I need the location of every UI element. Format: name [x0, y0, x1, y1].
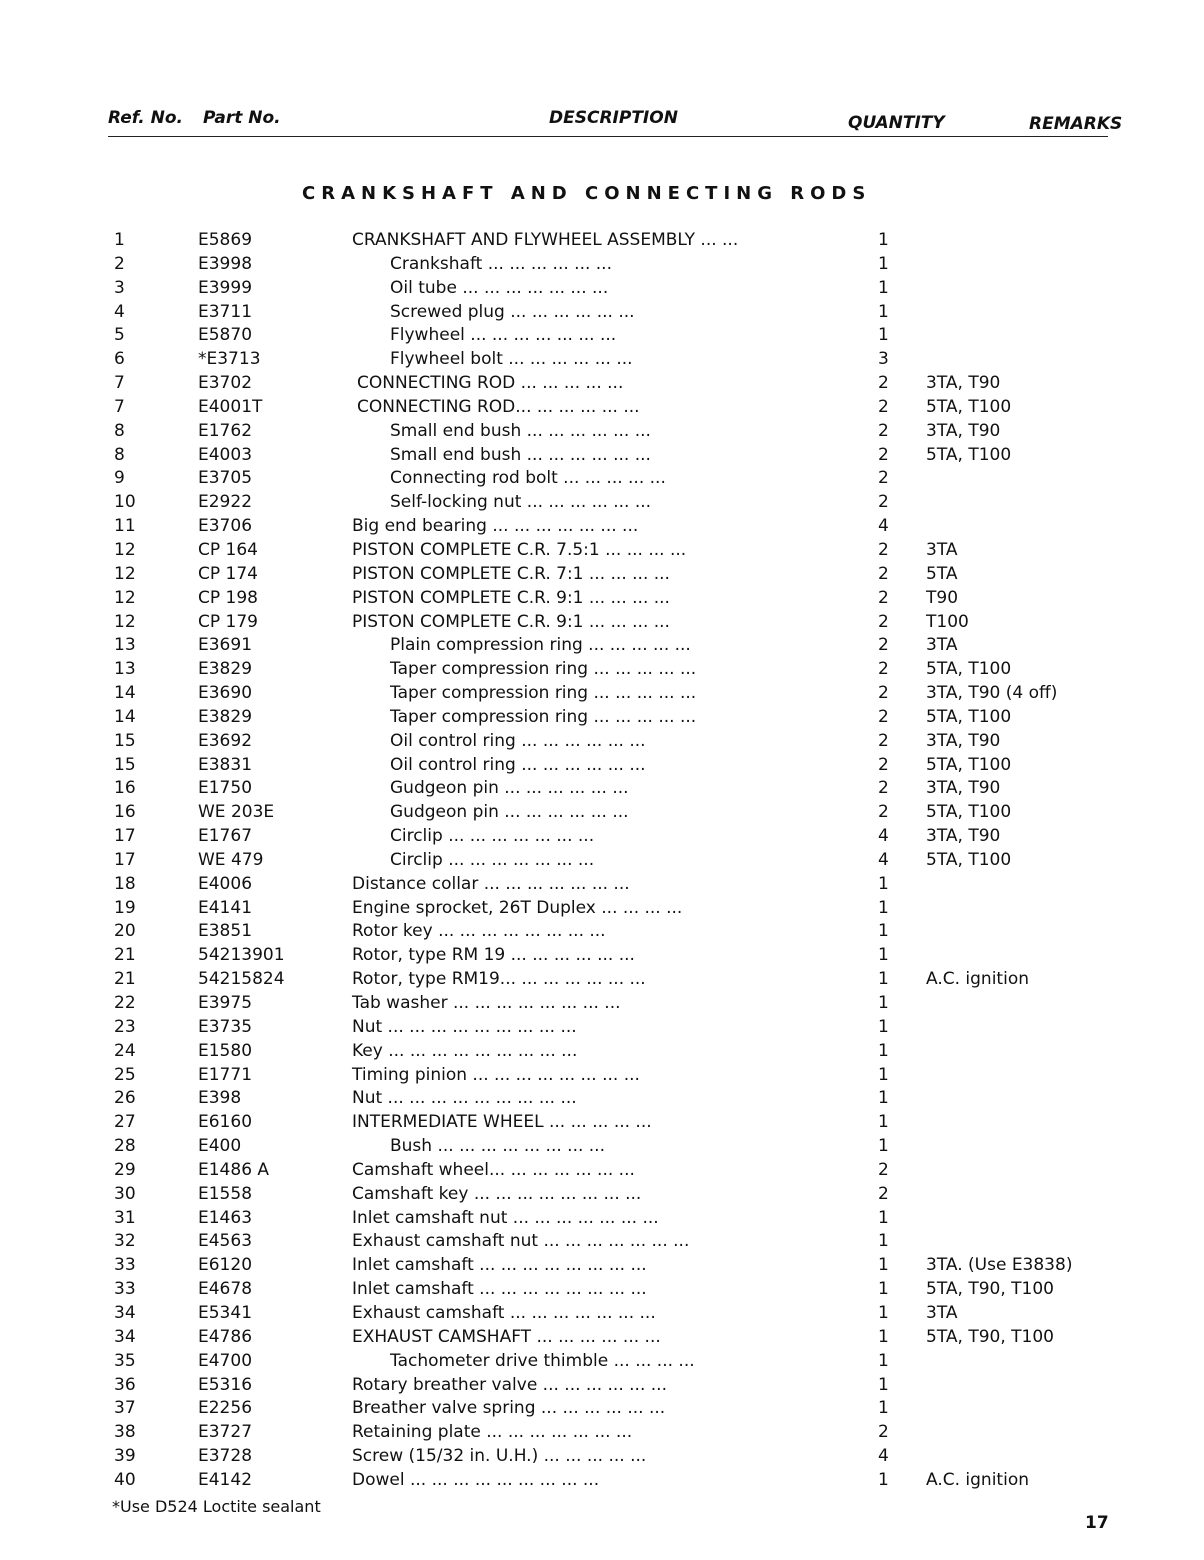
part-number: E1558	[198, 1183, 253, 1204]
part-number: E3706	[198, 516, 253, 537]
part-number: E2922	[198, 492, 253, 513]
table-row	[0, 1469, 1204, 1493]
ref-number: 13	[114, 659, 136, 680]
part-number: E1771	[198, 1064, 253, 1085]
quantity: 1	[878, 301, 889, 322]
remarks: 3TA	[926, 635, 958, 656]
quantity: 1	[878, 1136, 889, 1157]
ref-number: 36	[114, 1374, 136, 1395]
ref-number: 34	[114, 1302, 136, 1323]
remarks: T100	[926, 611, 969, 632]
ref-number: 1	[114, 230, 125, 250]
quantity: 2	[878, 730, 889, 751]
table-row	[0, 777, 1204, 801]
table-row	[0, 1183, 1204, 1207]
ref-number: 32	[114, 1231, 136, 1252]
ref-number: 10	[114, 492, 136, 513]
ref-number: 33	[114, 1279, 136, 1300]
ref-number: 16	[114, 778, 136, 799]
table-row	[0, 420, 1204, 444]
description: Gudgeon pin ... ... ... ... ... ...	[390, 802, 629, 823]
remarks: A.C. ignition	[926, 1469, 1029, 1490]
remarks: 5TA, T100	[926, 706, 1012, 727]
table-row	[0, 1135, 1204, 1159]
description: Inlet camshaft nut ... ... ... ... ... ... ...	[352, 1207, 659, 1228]
part-number: E4563	[198, 1231, 253, 1252]
description: PISTON COMPLETE C.R. 9:1 ... ... ... ...	[352, 587, 670, 608]
part-number: *E3713	[198, 349, 261, 370]
quantity: 1	[878, 1064, 889, 1085]
ref-number: 7	[114, 396, 125, 417]
ref-number: 31	[114, 1207, 136, 1228]
quantity: 4	[878, 1446, 889, 1467]
quantity: 1	[878, 1231, 889, 1252]
ref-number: 4	[114, 301, 125, 322]
part-number: E4003	[198, 444, 253, 465]
part-number: E4142	[198, 1469, 253, 1490]
description: Retaining plate ... ... ... ... ... ... ...	[352, 1422, 633, 1443]
column-header-remarks: REMARKS	[1029, 114, 1123, 134]
part-number: E3999	[198, 277, 253, 298]
table-row	[0, 539, 1204, 563]
table-row	[0, 1064, 1204, 1088]
table-row	[0, 634, 1204, 658]
quantity: 2	[878, 468, 889, 489]
ref-number: 14	[114, 683, 136, 704]
description: Tab washer ... ... ... ... ... ... ... ...	[352, 993, 621, 1013]
ref-number: 17	[114, 849, 136, 870]
quantity: 2	[878, 396, 889, 417]
description: Camshaft wheel... ... ... ... ... ... ...	[352, 1159, 635, 1180]
quantity: 2	[878, 1183, 889, 1204]
part-number: E3691	[198, 635, 253, 656]
description: Oil control ring ... ... ... ... ... ...	[390, 730, 646, 751]
table-row	[0, 348, 1204, 372]
table-row	[0, 873, 1204, 897]
quantity: 1	[878, 1279, 889, 1300]
part-number: E3705	[198, 468, 253, 489]
description: Connecting rod bolt ... ... ... ... ...	[390, 468, 666, 489]
part-number: E1580	[198, 1040, 253, 1061]
ref-number: 12	[114, 611, 136, 632]
table-row	[0, 658, 1204, 682]
part-number: E3998	[198, 253, 253, 274]
part-number: E5869	[198, 230, 253, 250]
quantity: 2	[878, 1422, 889, 1443]
table-row	[0, 277, 1204, 301]
ref-number: 8	[114, 420, 125, 441]
description: Nut ... ... ... ... ... ... ... ... ...	[352, 1016, 577, 1037]
part-number: E3692	[198, 730, 253, 751]
part-number: CP 179	[198, 611, 258, 632]
part-number: CP 198	[198, 587, 258, 608]
quantity: 1	[878, 253, 889, 274]
part-number: E4700	[198, 1350, 253, 1371]
ref-number: 7	[114, 373, 125, 394]
table-row	[0, 801, 1204, 825]
quantity: 2	[878, 706, 889, 727]
quantity: 2	[878, 659, 889, 680]
column-header-part: Part No.	[203, 108, 281, 128]
quantity: 1	[878, 1302, 889, 1323]
part-number: E4141	[198, 897, 253, 918]
ref-number: 17	[114, 826, 136, 847]
part-number: CP 164	[198, 539, 258, 560]
ref-number: 26	[114, 1088, 136, 1109]
quantity: 2	[878, 539, 889, 560]
part-number: E5316	[198, 1374, 253, 1395]
quantity: 1	[878, 1350, 889, 1371]
table-row	[0, 1040, 1204, 1064]
description: Screwed plug ... ... ... ... ... ...	[390, 301, 635, 322]
ref-number: 37	[114, 1398, 136, 1419]
remarks: 3TA, T90	[926, 373, 1001, 394]
part-number: 54215824	[198, 969, 285, 990]
quantity: 2	[878, 492, 889, 513]
quantity: 2	[878, 802, 889, 823]
description: Small end bush ... ... ... ... ... ...	[390, 444, 651, 465]
part-number: CP 174	[198, 563, 258, 584]
ref-number: 29	[114, 1159, 136, 1180]
ref-number: 34	[114, 1326, 136, 1347]
quantity: 1	[878, 1207, 889, 1228]
quantity: 1	[878, 1326, 889, 1347]
description: Flywheel ... ... ... ... ... ... ...	[390, 325, 617, 346]
quantity: 1	[878, 1112, 889, 1133]
quantity: 1	[878, 1469, 889, 1490]
ref-number: 28	[114, 1136, 136, 1157]
description: Taper compression ring ... ... ... ... ...	[390, 683, 697, 704]
quantity: 2	[878, 373, 889, 394]
description: Small end bush ... ... ... ... ... ...	[390, 420, 651, 441]
part-number: E2256	[198, 1398, 253, 1419]
part-number: E4001T	[198, 396, 263, 417]
table-row	[0, 1230, 1204, 1254]
description: Inlet camshaft ... ... ... ... ... ... ... ...	[352, 1279, 647, 1300]
quantity: 4	[878, 849, 889, 870]
table-row	[0, 1302, 1204, 1326]
description: CONNECTING ROD... ... ... ... ... ...	[357, 396, 640, 417]
remarks: 5TA	[926, 563, 958, 584]
remarks: 5TA, T100	[926, 659, 1012, 680]
ref-number: 16	[114, 802, 136, 823]
table-row	[0, 515, 1204, 539]
part-number: E4006	[198, 873, 253, 894]
remarks: 3TA	[926, 1302, 958, 1323]
quantity: 1	[878, 969, 889, 990]
quantity: 2	[878, 683, 889, 704]
table-row	[0, 682, 1204, 706]
description: PISTON COMPLETE C.R. 7:1 ... ... ... ...	[352, 563, 670, 584]
description: Camshaft key ... ... ... ... ... ... ... ...	[352, 1183, 642, 1204]
ref-number: 11	[114, 516, 136, 537]
ref-number: 23	[114, 1016, 136, 1037]
column-header-quantity: QUANTITY	[848, 113, 945, 133]
description: Rotary breather valve ... ... ... ... ... ...	[352, 1374, 667, 1395]
ref-number: 14	[114, 706, 136, 727]
ref-number: 6	[114, 349, 125, 370]
ref-number: 15	[114, 754, 136, 775]
remarks: T90	[926, 587, 959, 608]
description: Screw (15/32 in. U.H.) ... ... ... ... ...	[352, 1446, 647, 1467]
remarks: 5TA, T100	[926, 802, 1012, 823]
part-number: E4678	[198, 1279, 253, 1300]
quantity: 1	[878, 230, 889, 250]
ref-number: 9	[114, 468, 125, 489]
description: Distance collar ... ... ... ... ... ... ...	[352, 873, 630, 894]
part-number: E3690	[198, 683, 253, 704]
remarks: 3TA, T90	[926, 778, 1001, 799]
table-row	[0, 1016, 1204, 1040]
remarks: 5TA, T90, T100	[926, 1279, 1054, 1300]
ref-number: 12	[114, 563, 136, 584]
ref-number: 5	[114, 325, 125, 346]
table-row	[0, 944, 1204, 968]
ref-number: 21	[114, 945, 136, 966]
description: INTERMEDIATE WHEEL ... ... ... ... ...	[352, 1112, 652, 1133]
table-row	[0, 1397, 1204, 1421]
description: Plain compression ring ... ... ... ... ...	[390, 635, 691, 656]
description: Crankshaft ... ... ... ... ... ...	[390, 253, 612, 274]
part-number: E3831	[198, 754, 253, 775]
description: Taper compression ring ... ... ... ... ...	[390, 706, 697, 727]
quantity: 2	[878, 635, 889, 656]
remarks: 5TA, T90, T100	[926, 1326, 1054, 1347]
description: Rotor, type RM19... ... ... ... ... ... ...	[352, 969, 646, 990]
ref-number: 27	[114, 1112, 136, 1133]
part-number: E3711	[198, 301, 253, 322]
table-row	[0, 563, 1204, 587]
ref-number: 12	[114, 587, 136, 608]
part-number: WE 203E	[198, 802, 275, 823]
ref-number: 15	[114, 730, 136, 751]
table-row	[0, 1159, 1204, 1183]
table-row	[0, 825, 1204, 849]
description: CRANKSHAFT AND FLYWHEEL ASSEMBLY ... ...	[352, 230, 739, 250]
table-row	[0, 253, 1204, 277]
quantity: 2	[878, 563, 889, 584]
description: Breather valve spring ... ... ... ... ... ...	[352, 1398, 666, 1419]
description: Circlip ... ... ... ... ... ... ...	[390, 826, 595, 847]
table-row	[0, 1326, 1204, 1350]
description: Exhaust camshaft nut ... ... ... ... ... ... ...	[352, 1231, 690, 1252]
quantity: 1	[878, 945, 889, 966]
ref-number: 25	[114, 1064, 136, 1085]
table-row	[0, 1374, 1204, 1398]
table-row	[0, 1207, 1204, 1231]
quantity: 2	[878, 1159, 889, 1180]
part-number: E1767	[198, 826, 253, 847]
description: Exhaust camshaft ... ... ... ... ... ... ...	[352, 1302, 656, 1323]
description: Tachometer drive thimble ... ... ... ...	[390, 1350, 695, 1371]
quantity: 4	[878, 516, 889, 537]
table-row	[0, 1111, 1204, 1135]
table-row	[0, 992, 1204, 1016]
part-number: 54213901	[198, 945, 285, 966]
quantity: 1	[878, 1255, 889, 1276]
part-number: WE 479	[198, 849, 264, 870]
description: Bush ... ... ... ... ... ... ... ...	[390, 1136, 605, 1157]
description: Taper compression ring ... ... ... ... ...	[390, 659, 697, 680]
description: Rotor key ... ... ... ... ... ... ... ...	[352, 921, 606, 942]
quantity: 3	[878, 349, 889, 370]
part-number: E3829	[198, 659, 253, 680]
part-number: E3727	[198, 1422, 253, 1443]
page-number: 17	[1085, 1513, 1109, 1533]
quantity: 2	[878, 587, 889, 608]
quantity: 1	[878, 993, 889, 1013]
table-row	[0, 372, 1204, 396]
part-number: E398	[198, 1088, 242, 1109]
ref-number: 18	[114, 873, 136, 894]
ref-number: 3	[114, 277, 125, 298]
quantity: 2	[878, 611, 889, 632]
ref-number: 12	[114, 539, 136, 560]
description: Circlip ... ... ... ... ... ... ...	[390, 849, 595, 870]
description: Oil control ring ... ... ... ... ... ...	[390, 754, 646, 775]
header-rule	[108, 136, 1108, 137]
ref-number: 39	[114, 1446, 136, 1467]
ref-number: 30	[114, 1183, 136, 1204]
table-row	[0, 467, 1204, 491]
part-number: E1486 A	[198, 1159, 270, 1180]
description: Dowel ... ... ... ... ... ... ... ... ...	[352, 1469, 600, 1490]
part-number: E6160	[198, 1112, 253, 1133]
quantity: 2	[878, 778, 889, 799]
ref-number: 35	[114, 1350, 136, 1371]
ref-number: 2	[114, 253, 125, 274]
ref-number: 8	[114, 444, 125, 465]
table-row	[0, 1278, 1204, 1302]
table-row	[0, 301, 1204, 325]
remarks: 3TA	[926, 539, 958, 560]
description: PISTON COMPLETE C.R. 9:1 ... ... ... ...	[352, 611, 670, 632]
remarks: 5TA, T100	[926, 849, 1012, 870]
quantity: 1	[878, 921, 889, 942]
parts-table	[0, 229, 1204, 1493]
remarks: 5TA, T100	[926, 444, 1012, 465]
description: Timing pinion ... ... ... ... ... ... ... ...	[352, 1064, 640, 1085]
ref-number: 24	[114, 1040, 136, 1061]
quantity: 4	[878, 826, 889, 847]
part-number: E3735	[198, 1016, 253, 1037]
remarks: 3TA, T90	[926, 826, 1001, 847]
description: Big end bearing ... ... ... ... ... ... ...	[352, 516, 639, 537]
description: CONNECTING ROD ... ... ... ... ...	[357, 373, 624, 394]
description: Inlet camshaft ... ... ... ... ... ... ... ...	[352, 1255, 647, 1276]
remarks: 3TA, T90 (4 off)	[926, 683, 1058, 704]
description: PISTON COMPLETE C.R. 7.5:1 ... ... ... ...	[352, 539, 687, 560]
table-row	[0, 491, 1204, 515]
part-number: E3851	[198, 921, 253, 942]
table-row	[0, 444, 1204, 468]
quantity: 1	[878, 1088, 889, 1109]
ref-number: 21	[114, 969, 136, 990]
table-row	[0, 1445, 1204, 1469]
quantity: 1	[878, 1040, 889, 1061]
ref-number: 20	[114, 921, 136, 942]
ref-number: 13	[114, 635, 136, 656]
table-row	[0, 968, 1204, 992]
part-number: E3975	[198, 993, 253, 1013]
description: Self-locking nut ... ... ... ... ... ...	[390, 492, 652, 513]
section-title: CRANKSHAFT AND CONNECTING RODS	[302, 183, 872, 204]
ref-number: 40	[114, 1469, 136, 1490]
table-row	[0, 1087, 1204, 1111]
part-number: E3728	[198, 1446, 253, 1467]
quantity: 2	[878, 420, 889, 441]
quantity: 1	[878, 277, 889, 298]
quantity: 2	[878, 754, 889, 775]
quantity: 1	[878, 873, 889, 894]
description: Key ... ... ... ... ... ... ... ... ...	[352, 1040, 578, 1061]
quantity: 1	[878, 897, 889, 918]
table-row	[0, 1350, 1204, 1374]
ref-number: 19	[114, 897, 136, 918]
part-number: E3829	[198, 706, 253, 727]
part-number: E1750	[198, 778, 253, 799]
part-number: E6120	[198, 1255, 253, 1276]
ref-number: 22	[114, 993, 136, 1013]
table-row	[0, 706, 1204, 730]
description: Oil tube ... ... ... ... ... ... ...	[390, 277, 609, 298]
ref-number: 33	[114, 1255, 136, 1276]
table-row	[0, 324, 1204, 348]
description: EXHAUST CAMSHAFT ... ... ... ... ... ...	[352, 1326, 661, 1347]
remarks: 3TA. (Use E3838)	[926, 1255, 1073, 1276]
remarks: A.C. ignition	[926, 969, 1029, 990]
part-number: E1463	[198, 1207, 253, 1228]
part-number: E3702	[198, 373, 253, 394]
column-header-ref: Ref. No.	[108, 108, 183, 128]
footnote: *Use D524 Loctite sealant	[112, 1497, 321, 1516]
remarks: 3TA, T90	[926, 730, 1001, 751]
table-row	[0, 754, 1204, 778]
quantity: 1	[878, 1016, 889, 1037]
ref-number: 38	[114, 1422, 136, 1443]
remarks: 5TA, T100	[926, 754, 1012, 775]
remarks: 3TA, T90	[926, 420, 1001, 441]
quantity: 2	[878, 444, 889, 465]
table-row	[0, 920, 1204, 944]
description: Rotor, type RM 19 ... ... ... ... ... ...	[352, 945, 635, 966]
description: Gudgeon pin ... ... ... ... ... ...	[390, 778, 629, 799]
part-number: E4786	[198, 1326, 253, 1347]
table-row	[0, 849, 1204, 873]
description: Flywheel bolt ... ... ... ... ... ...	[390, 349, 633, 370]
table-row	[0, 730, 1204, 754]
table-row	[0, 229, 1204, 253]
table-row	[0, 897, 1204, 921]
description: Nut ... ... ... ... ... ... ... ... ...	[352, 1088, 577, 1109]
table-row	[0, 1421, 1204, 1445]
table-row	[0, 611, 1204, 635]
part-number: E400	[198, 1136, 242, 1157]
part-number: E1762	[198, 420, 253, 441]
column-header-description: DESCRIPTION	[549, 108, 678, 128]
table-row	[0, 587, 1204, 611]
part-number: E5870	[198, 325, 253, 346]
quantity: 1	[878, 1374, 889, 1395]
quantity: 1	[878, 325, 889, 346]
quantity: 1	[878, 1398, 889, 1419]
description: Engine sprocket, 26T Duplex ... ... ... ...	[352, 897, 683, 918]
remarks: 5TA, T100	[926, 396, 1012, 417]
table-row	[0, 1254, 1204, 1278]
part-number: E5341	[198, 1302, 253, 1323]
table-row	[0, 396, 1204, 420]
